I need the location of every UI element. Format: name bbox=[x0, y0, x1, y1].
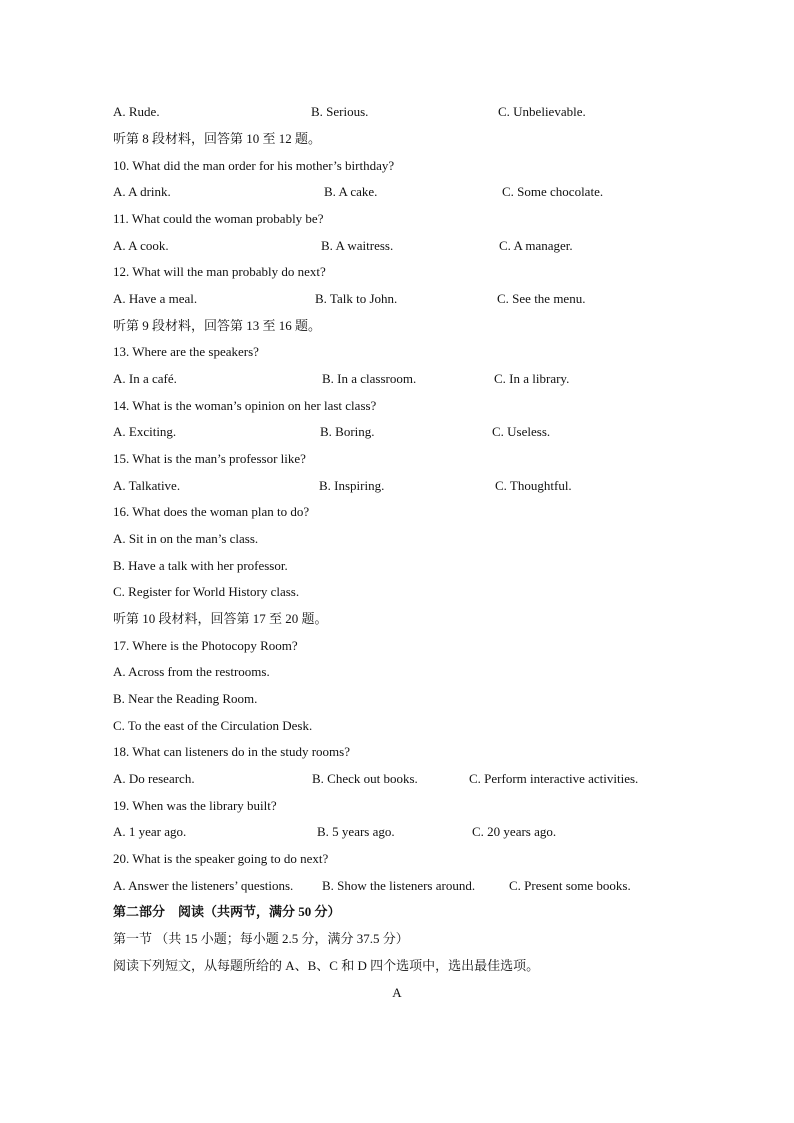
q10-option-c: C. Some chocolate. bbox=[502, 184, 604, 199]
q16-option-b: B. Have a talk with her professor. bbox=[113, 558, 288, 573]
q13-option-b: B. In a classroom. bbox=[322, 371, 417, 386]
section-9-instruction: 听第 9 段材料，回答第 13 至 16 题。 bbox=[113, 318, 322, 333]
q11-option-b: B. A waitress. bbox=[321, 238, 394, 253]
q18-stem: 18. What can listeners do in the study rooms? bbox=[113, 744, 350, 759]
q17-stem: 17. Where is the Photocopy Room? bbox=[113, 638, 298, 653]
q12-stem: 12. What will the man probably do next? bbox=[113, 264, 326, 279]
section-10-instruction: 听第 10 段材料，回答第 17 至 20 题。 bbox=[113, 611, 328, 626]
q16-option-a: A. Sit in on the man’s class. bbox=[113, 531, 259, 546]
part-2-section-1-heading: 第一节 （共 15 小题；每小题 2.5 分，满分 37.5 分） bbox=[113, 931, 409, 946]
q14-option-a: A. Exciting. bbox=[113, 424, 177, 439]
q9-option-b: B. Serious. bbox=[311, 104, 369, 119]
q18-option-c: C. Perform interactive activities. bbox=[469, 771, 639, 786]
q20-option-a: A. Answer the listeners’ questions. bbox=[113, 878, 294, 893]
q12-option-b: B. Talk to John. bbox=[315, 291, 398, 306]
q14-option-c: C. Useless. bbox=[492, 424, 551, 439]
q11-stem: 11. What could the woman probably be? bbox=[113, 211, 324, 226]
q12-option-a: A. Have a meal. bbox=[113, 291, 198, 306]
q20-option-c: C. Present some books. bbox=[509, 878, 631, 893]
q19-option-b: B. 5 years ago. bbox=[317, 824, 395, 839]
q15-option-c: C. Thoughtful. bbox=[495, 478, 572, 493]
q15-stem: 15. What is the man’s professor like? bbox=[113, 451, 306, 466]
passage-label: A bbox=[392, 985, 402, 1000]
part-2-heading: 第二部分 阅读（共两节，满分 50 分） bbox=[113, 904, 341, 919]
q9-option-c: C. Unbelievable. bbox=[498, 104, 586, 119]
q11-option-c: C. A manager. bbox=[499, 238, 573, 253]
q14-stem: 14. What is the woman’s opinion on her last class? bbox=[113, 398, 377, 413]
part-2-instruction: 阅读下列短文，从每题所给的 A、B、C 和 D 四个选项中，选出最佳选项。 bbox=[113, 958, 540, 973]
q12-option-c: C. See the menu. bbox=[497, 291, 586, 306]
q15-option-b: B. Inspiring. bbox=[319, 478, 385, 493]
q16-stem: 16. What does the woman plan to do? bbox=[113, 504, 310, 519]
q15-option-a: A. Talkative. bbox=[113, 478, 181, 493]
q10-option-a: A. A drink. bbox=[113, 184, 171, 199]
q13-option-c: C. In a library. bbox=[494, 371, 570, 386]
q19-option-c: C. 20 years ago. bbox=[472, 824, 557, 839]
q13-stem: 13. Where are the speakers? bbox=[113, 344, 259, 359]
q18-option-a: A. Do research. bbox=[113, 771, 195, 786]
q16-option-c: C. Register for World History class. bbox=[113, 584, 300, 599]
q17-option-c: C. To the east of the Circulation Desk. bbox=[113, 718, 313, 733]
q19-option-a: A. 1 year ago. bbox=[113, 824, 187, 839]
q19-stem: 19. When was the library built? bbox=[113, 798, 277, 813]
q10-stem: 10. What did the man order for his mother’s birthday? bbox=[113, 158, 395, 173]
q13-option-a: A. In a café. bbox=[113, 371, 177, 386]
q10-option-b: B. A cake. bbox=[324, 184, 378, 199]
q9-option-a: A. Rude. bbox=[113, 104, 160, 119]
q11-option-a: A. A cook. bbox=[113, 238, 169, 253]
q20-option-b: B. Show the listeners around. bbox=[322, 878, 476, 893]
section-8-instruction: 听第 8 段材料，回答第 10 至 12 题。 bbox=[113, 131, 322, 146]
q17-option-a: A. Across from the restrooms. bbox=[113, 664, 270, 679]
q20-stem: 20. What is the speaker going to do next? bbox=[113, 851, 329, 866]
q18-option-b: B. Check out books. bbox=[312, 771, 418, 786]
q17-option-b: B. Near the Reading Room. bbox=[113, 691, 258, 706]
q14-option-b: B. Boring. bbox=[320, 424, 375, 439]
